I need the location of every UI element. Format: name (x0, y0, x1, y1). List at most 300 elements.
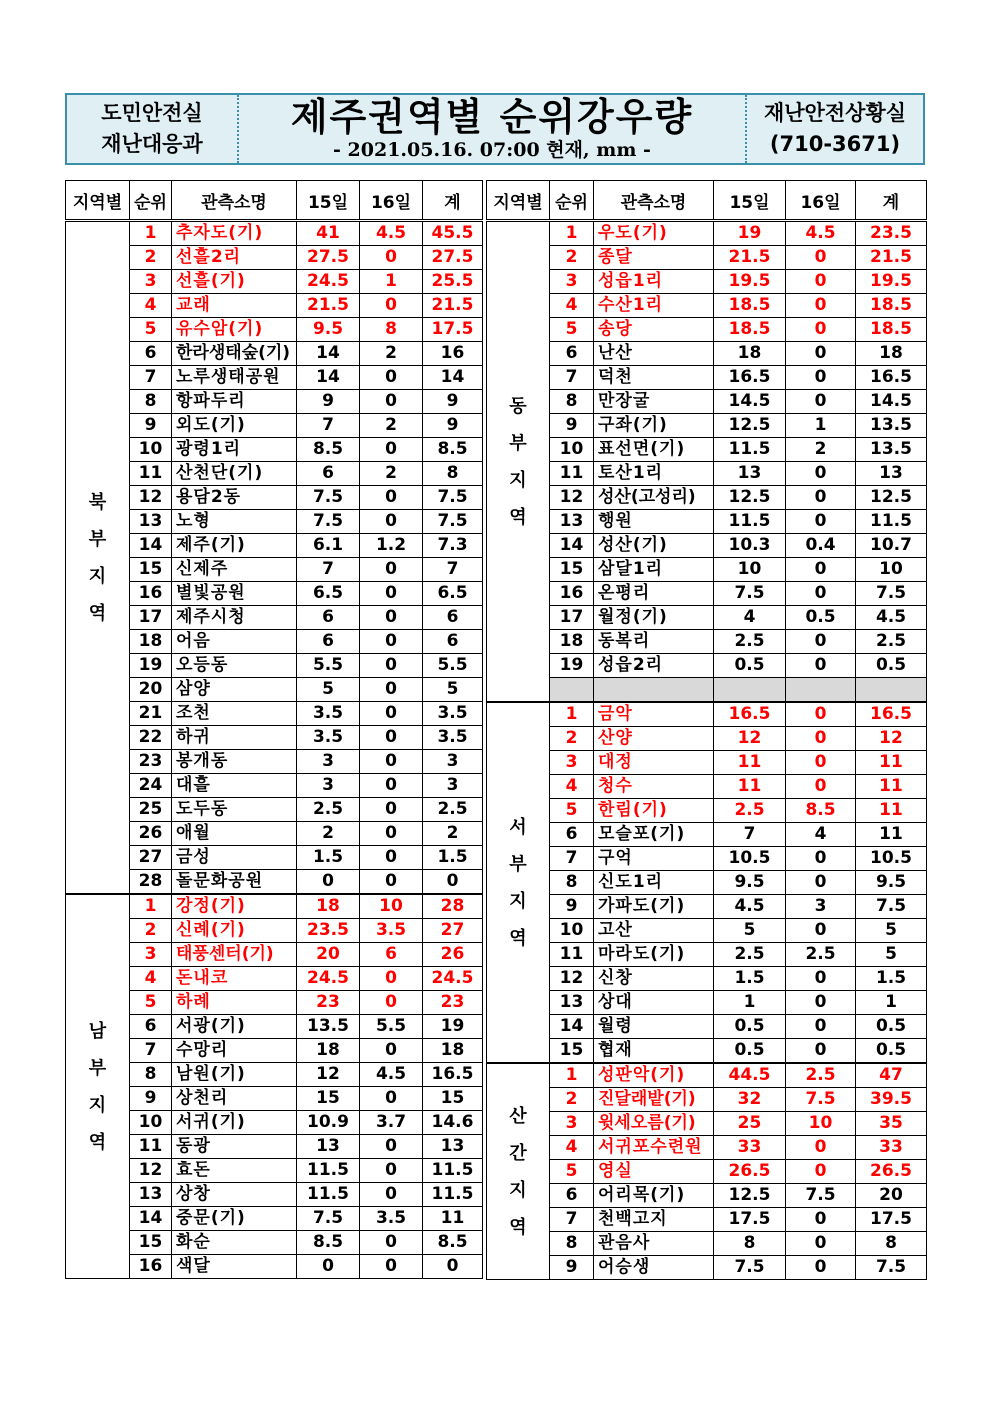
rank-cell: 7 (130, 366, 172, 390)
day15-cell: 10.9 (297, 1111, 360, 1135)
rank-cell: 12 (130, 1159, 172, 1183)
station-name-cell: 산양 (594, 727, 714, 751)
station-name-cell: 봉개동 (172, 750, 297, 774)
total-cell: 0.5 (856, 1015, 927, 1039)
day16-cell: 4.5 (786, 221, 856, 246)
table-row (487, 270, 927, 294)
day15-cell: 0 (297, 870, 360, 895)
day15-cell: 41 (297, 221, 360, 246)
station-name-cell: 남원(기) (172, 1063, 297, 1087)
region-label (66, 221, 130, 895)
day16-cell: 0 (360, 630, 423, 654)
rank-cell: 6 (550, 342, 594, 366)
day16-cell: 0 (786, 510, 856, 534)
contact-office: 재난안전상황실 (763, 101, 906, 125)
title-block (237, 95, 747, 163)
rank-cell: 22 (130, 726, 172, 750)
day15-cell: 14 (297, 342, 360, 366)
day15-cell: 14 (297, 366, 360, 390)
station-name-cell: 성읍2리 (594, 654, 714, 678)
rank-cell: 17 (550, 606, 594, 630)
day16-cell: 0 (786, 582, 856, 606)
total-cell: 14.5 (856, 390, 927, 414)
total-cell: 23 (423, 991, 483, 1015)
rank-cell: 2 (130, 246, 172, 270)
day16-cell: 0 (360, 582, 423, 606)
day15-cell: 12.5 (714, 1184, 786, 1208)
station-name-cell: 성읍1리 (594, 270, 714, 294)
day15-cell: 1 (714, 991, 786, 1015)
total-cell: 10 (856, 558, 927, 582)
day16-cell: 2 (786, 438, 856, 462)
day15-cell: 12 (714, 727, 786, 751)
day15-cell: 44.5 (714, 1063, 786, 1088)
rank-cell: 18 (550, 630, 594, 654)
station-name-cell: 신도1리 (594, 871, 714, 895)
rank-cell: 4 (550, 775, 594, 799)
total-cell: 6 (423, 630, 483, 654)
total-cell: 3 (423, 750, 483, 774)
rank-cell: 16 (130, 1255, 172, 1279)
rank-cell: 18 (130, 630, 172, 654)
day16-cell: 0 (786, 486, 856, 510)
rank-cell: 5 (550, 318, 594, 342)
total-cell: 8.5 (423, 1231, 483, 1255)
day16-cell: 0 (786, 1136, 856, 1160)
rank-cell: 13 (550, 510, 594, 534)
day15-cell: 2.5 (714, 630, 786, 654)
rainfall-table-left (65, 180, 483, 1279)
station-name-cell: 오등동 (172, 654, 297, 678)
rank-cell: 8 (550, 1232, 594, 1256)
station-name-cell: 외도(기) (172, 414, 297, 438)
total-cell: 1.5 (423, 846, 483, 870)
region-label-char: 부 (509, 432, 527, 454)
total-cell: 14.6 (423, 1111, 483, 1135)
day16-cell: 0 (360, 702, 423, 726)
blank-cell (714, 678, 786, 703)
blank-row (487, 678, 927, 703)
day16-cell: 4.5 (360, 221, 423, 246)
station-name-cell: 동광 (172, 1135, 297, 1159)
department-name: 도민안전실 (101, 101, 203, 125)
total-cell: 14 (423, 366, 483, 390)
day15-cell: 7.5 (714, 1256, 786, 1280)
rank-cell: 19 (130, 654, 172, 678)
rank-cell: 2 (550, 727, 594, 751)
total-cell: 11.5 (423, 1159, 483, 1183)
day15-cell: 12.5 (714, 414, 786, 438)
station-name-cell: 구억 (594, 847, 714, 871)
region-label (487, 221, 550, 703)
day15-cell: 19.5 (714, 270, 786, 294)
day16-cell: 0 (360, 991, 423, 1015)
table-row (487, 630, 927, 654)
total-cell: 7.5 (423, 486, 483, 510)
rank-cell: 10 (130, 438, 172, 462)
station-name-cell: 온평리 (594, 582, 714, 606)
station-name-cell: 윗세오름(기) (594, 1112, 714, 1136)
station-name-cell: 제주시청 (172, 606, 297, 630)
day15-cell: 27.5 (297, 246, 360, 270)
total-cell: 10.7 (856, 534, 927, 558)
day15-cell: 7.5 (297, 1207, 360, 1231)
day16-cell: 0 (360, 486, 423, 510)
station-name-cell: 난산 (594, 342, 714, 366)
table-row (487, 967, 927, 991)
station-name-cell: 돌문화공원 (172, 870, 297, 895)
rank-cell: 8 (130, 1063, 172, 1087)
day15-cell: 17.5 (714, 1208, 786, 1232)
day16-cell: 10 (786, 1112, 856, 1136)
station-name-cell: 유수암(기) (172, 318, 297, 342)
total-cell: 5 (856, 919, 927, 943)
col-header-total: 계 (856, 181, 927, 221)
day16-cell: 0 (786, 871, 856, 895)
rank-cell: 14 (550, 1015, 594, 1039)
col-header-region: 지역별 (66, 181, 130, 221)
day16-cell: 2 (360, 414, 423, 438)
region-label-char: 부 (88, 1057, 107, 1079)
rank-cell: 11 (130, 462, 172, 486)
station-name-cell: 도두동 (172, 798, 297, 822)
day15-cell: 10.5 (714, 847, 786, 871)
station-name-cell: 산천단(기) (172, 462, 297, 486)
total-cell: 7.5 (856, 1256, 927, 1280)
station-name-cell: 상창 (172, 1183, 297, 1207)
total-cell: 8.5 (423, 438, 483, 462)
total-cell: 9.5 (856, 871, 927, 895)
day16-cell: 0 (360, 294, 423, 318)
total-cell: 11 (856, 823, 927, 847)
day16-cell: 0 (360, 510, 423, 534)
region-label-char: 역 (509, 506, 527, 528)
station-name-cell: 성산(고성리) (594, 486, 714, 510)
rank-cell: 11 (130, 1135, 172, 1159)
rank-cell: 15 (130, 1231, 172, 1255)
day15-cell: 7.5 (714, 582, 786, 606)
table-row (487, 366, 927, 390)
total-cell: 21.5 (423, 294, 483, 318)
col-header-region: 지역별 (487, 181, 550, 221)
day16-cell: 0 (786, 318, 856, 342)
day16-cell: 0 (360, 1159, 423, 1183)
station-name-cell: 항파두리 (172, 390, 297, 414)
day16-cell: 0 (786, 847, 856, 871)
station-name-cell: 애월 (172, 822, 297, 846)
day16-cell: 0 (786, 342, 856, 366)
region-label-char: 지 (88, 1094, 107, 1116)
day15-cell: 16.5 (714, 702, 786, 727)
table-row (487, 847, 927, 871)
day16-cell: 2.5 (786, 943, 856, 967)
table-row (487, 799, 927, 823)
day15-cell: 1.5 (714, 967, 786, 991)
day16-cell: 1 (786, 414, 856, 438)
table-row (487, 582, 927, 606)
table-row (487, 1232, 927, 1256)
rank-cell: 14 (130, 534, 172, 558)
total-cell: 9 (423, 390, 483, 414)
day16-cell: 2 (360, 462, 423, 486)
day16-cell: 2 (360, 342, 423, 366)
day16-cell: 0 (786, 1232, 856, 1256)
table-row (487, 606, 927, 630)
total-cell: 0.5 (856, 1039, 927, 1064)
station-name-cell: 강정(기) (172, 894, 297, 919)
total-cell: 3.5 (423, 702, 483, 726)
total-cell: 11 (856, 775, 927, 799)
blank-cell (786, 678, 856, 703)
rainfall-table-right (486, 180, 927, 1280)
rank-cell: 1 (130, 221, 172, 246)
rank-cell: 10 (550, 438, 594, 462)
rank-cell: 10 (550, 919, 594, 943)
day16-cell: 0 (786, 1039, 856, 1064)
day15-cell: 3.5 (297, 702, 360, 726)
table-row (487, 751, 927, 775)
station-name-cell: 신창 (594, 967, 714, 991)
station-name-cell: 천백고지 (594, 1208, 714, 1232)
table-row (66, 221, 483, 246)
station-name-cell: 종달 (594, 246, 714, 270)
rank-cell: 11 (550, 462, 594, 486)
station-name-cell: 화순 (172, 1231, 297, 1255)
rank-cell: 28 (130, 870, 172, 895)
department-block (67, 95, 237, 163)
rank-cell: 4 (550, 1136, 594, 1160)
day16-cell: 0 (360, 1255, 423, 1279)
day16-cell: 10 (360, 894, 423, 919)
region-label-char: 북 (88, 491, 107, 513)
total-cell: 28 (423, 894, 483, 919)
total-cell: 21.5 (856, 246, 927, 270)
table-row (487, 390, 927, 414)
rank-cell: 13 (550, 991, 594, 1015)
day15-cell: 24.5 (297, 967, 360, 991)
day16-cell: 0 (786, 294, 856, 318)
total-cell: 5 (856, 943, 927, 967)
total-cell: 45.5 (423, 221, 483, 246)
total-cell: 8 (856, 1232, 927, 1256)
day16-cell: 5.5 (360, 1015, 423, 1039)
rank-cell: 8 (550, 390, 594, 414)
total-cell: 23.5 (856, 221, 927, 246)
day15-cell: 6 (297, 462, 360, 486)
day15-cell: 12.5 (714, 486, 786, 510)
day16-cell: 0 (786, 558, 856, 582)
total-cell: 25.5 (423, 270, 483, 294)
total-cell: 18 (423, 1039, 483, 1063)
region-label (66, 894, 130, 1279)
rank-cell: 3 (550, 1112, 594, 1136)
station-name-cell: 광령1리 (172, 438, 297, 462)
table-row (487, 1015, 927, 1039)
col-header-station: 관측소명 (594, 181, 714, 221)
day15-cell: 10.3 (714, 534, 786, 558)
station-name-cell: 조천 (172, 702, 297, 726)
total-cell: 15 (423, 1087, 483, 1111)
region-label (487, 1063, 550, 1280)
day15-cell: 11 (714, 775, 786, 799)
station-name-cell: 수망리 (172, 1039, 297, 1063)
day16-cell: 0 (786, 702, 856, 727)
rank-cell: 7 (550, 847, 594, 871)
col-header-total: 계 (423, 181, 483, 221)
region-label (487, 702, 550, 1063)
day15-cell: 7 (297, 558, 360, 582)
total-cell: 0 (423, 870, 483, 895)
station-name-cell: 한림(기) (594, 799, 714, 823)
station-name-cell: 송당 (594, 318, 714, 342)
day15-cell: 2.5 (297, 798, 360, 822)
day16-cell: 0 (360, 967, 423, 991)
rank-cell: 12 (550, 967, 594, 991)
day15-cell: 9.5 (714, 871, 786, 895)
day15-cell: 3.5 (297, 726, 360, 750)
rank-cell: 21 (130, 702, 172, 726)
rank-cell: 25 (130, 798, 172, 822)
total-cell: 13 (423, 1135, 483, 1159)
rank-cell: 9 (550, 414, 594, 438)
day16-cell: 1.2 (360, 534, 423, 558)
rank-cell: 16 (550, 582, 594, 606)
station-name-cell: 선흘2리 (172, 246, 297, 270)
day15-cell: 18 (297, 1039, 360, 1063)
region-label-char: 역 (88, 1131, 107, 1153)
day15-cell: 11.5 (297, 1183, 360, 1207)
table-row (487, 510, 927, 534)
day15-cell: 15 (297, 1087, 360, 1111)
total-cell: 18.5 (856, 318, 927, 342)
day16-cell: 0 (786, 991, 856, 1015)
station-name-cell: 삼달1리 (594, 558, 714, 582)
total-cell: 20 (856, 1184, 927, 1208)
station-name-cell: 교래 (172, 294, 297, 318)
day16-cell: 0 (360, 606, 423, 630)
rank-cell: 1 (550, 1063, 594, 1088)
day16-cell: 0 (786, 462, 856, 486)
total-cell: 7.5 (423, 510, 483, 534)
total-cell: 16.5 (856, 702, 927, 727)
day16-cell: 0 (786, 1015, 856, 1039)
rank-cell: 12 (130, 486, 172, 510)
station-name-cell: 덕천 (594, 366, 714, 390)
day16-cell: 0 (360, 678, 423, 702)
day15-cell: 13 (714, 462, 786, 486)
station-name-cell: 월정(기) (594, 606, 714, 630)
station-name-cell: 추자도(기) (172, 221, 297, 246)
rank-cell: 20 (130, 678, 172, 702)
day16-cell: 3.5 (360, 1207, 423, 1231)
day15-cell: 6 (297, 630, 360, 654)
day16-cell: 0 (786, 654, 856, 678)
station-name-cell: 모슬포(기) (594, 823, 714, 847)
total-cell: 0.5 (856, 654, 927, 678)
station-name-cell: 상대 (594, 991, 714, 1015)
day16-cell: 3.5 (360, 919, 423, 943)
total-cell: 4.5 (856, 606, 927, 630)
station-name-cell: 대정 (594, 751, 714, 775)
rank-cell: 7 (130, 1039, 172, 1063)
total-cell: 13.5 (856, 438, 927, 462)
total-cell: 1.5 (856, 967, 927, 991)
station-name-cell: 고산 (594, 919, 714, 943)
rank-cell: 6 (130, 342, 172, 366)
col-header-rank: 순위 (550, 181, 594, 221)
rank-cell: 16 (130, 582, 172, 606)
day15-cell: 4.5 (714, 895, 786, 919)
rank-cell: 1 (550, 221, 594, 246)
rank-cell: 2 (550, 246, 594, 270)
rank-cell: 3 (550, 270, 594, 294)
station-name-cell: 서광(기) (172, 1015, 297, 1039)
station-name-cell: 제주(기) (172, 534, 297, 558)
station-name-cell: 서귀(기) (172, 1111, 297, 1135)
day15-cell: 8.5 (297, 1231, 360, 1255)
blank-cell (550, 678, 594, 703)
day16-cell: 0 (360, 1183, 423, 1207)
station-name-cell: 수산1리 (594, 294, 714, 318)
station-name-cell: 동복리 (594, 630, 714, 654)
station-name-cell: 청수 (594, 775, 714, 799)
day15-cell: 26.5 (714, 1160, 786, 1184)
table-row (487, 1112, 927, 1136)
day15-cell: 18 (297, 894, 360, 919)
table-row (487, 775, 927, 799)
day15-cell: 6.1 (297, 534, 360, 558)
day16-cell: 0 (786, 1208, 856, 1232)
rank-cell: 9 (130, 1087, 172, 1111)
day16-cell: 0 (786, 270, 856, 294)
rank-cell: 8 (550, 871, 594, 895)
day15-cell: 33 (714, 1136, 786, 1160)
day15-cell: 20 (297, 943, 360, 967)
day15-cell: 7.5 (297, 486, 360, 510)
day15-cell: 14.5 (714, 390, 786, 414)
total-cell: 39.5 (856, 1088, 927, 1112)
region-label-char: 지 (509, 1179, 527, 1201)
table-row (487, 654, 927, 678)
total-cell: 35 (856, 1112, 927, 1136)
table-row (487, 1208, 927, 1232)
day16-cell: 0 (360, 870, 423, 895)
table-row (487, 462, 927, 486)
total-cell: 13.5 (856, 414, 927, 438)
table-row (487, 1184, 927, 1208)
rank-cell: 9 (130, 414, 172, 438)
total-cell: 11 (423, 1207, 483, 1231)
table-header-row (66, 181, 483, 221)
region-label-char: 부 (88, 528, 107, 550)
day15-cell: 0.5 (714, 1039, 786, 1064)
day16-cell: 0.5 (786, 606, 856, 630)
station-name-cell: 월령 (594, 1015, 714, 1039)
region-label-char: 역 (88, 602, 107, 624)
day16-cell: 2.5 (786, 1063, 856, 1088)
day16-cell: 0 (360, 726, 423, 750)
station-name-cell: 마라도(기) (594, 943, 714, 967)
day16-cell: 0 (360, 438, 423, 462)
rank-cell: 27 (130, 846, 172, 870)
station-name-cell: 성산(기) (594, 534, 714, 558)
total-cell: 27.5 (423, 246, 483, 270)
station-name-cell: 구좌(기) (594, 414, 714, 438)
station-name-cell: 만장굴 (594, 390, 714, 414)
day15-cell: 21.5 (297, 294, 360, 318)
total-cell: 9 (423, 414, 483, 438)
contact-block (747, 95, 923, 163)
